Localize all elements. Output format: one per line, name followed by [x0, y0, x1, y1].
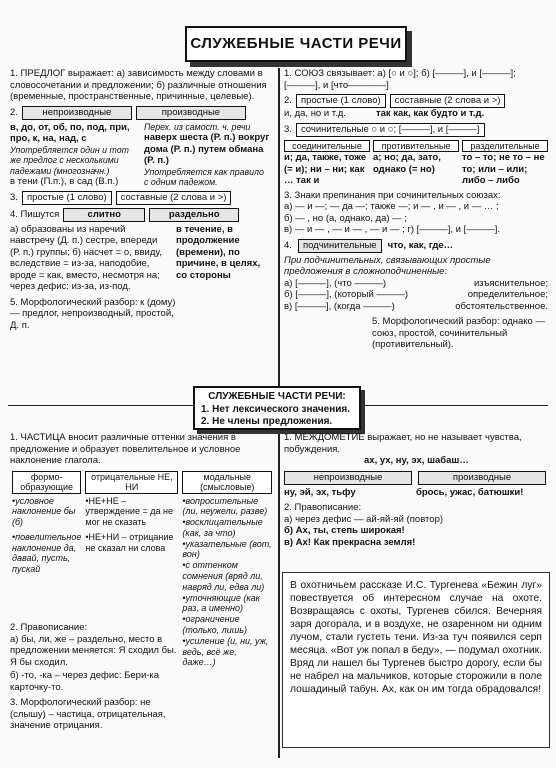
chastica-spell-a: а) бы, ли, же – раздельно, место в предложении меняется: Я сходил бы. Я бы сходил. [10, 633, 177, 668]
center-summary-box [193, 386, 361, 430]
soyuz-rel-a: а) [———], (что ———) [284, 277, 387, 289]
chastica-modal-1: •вопросительные (ли, неужели, разве) [182, 495, 268, 517]
soyuz-connect-header: соединительные [284, 140, 370, 153]
soyuz-punct-title: 3. Знаки препинания при сочинительных союзах: [284, 189, 501, 201]
chastica-neg-2: •НЕ+НИ – отрицание не сказал ни слова [85, 531, 174, 553]
center-point-2: 2. Не члены предложения. [201, 416, 333, 427]
chastica-modal-6: •ограничение (только, лишь) [182, 614, 247, 636]
story-text-box: В охотничьем рассказе И.С. Тургенева «Бежин луг» повествуется об интересном случае на охоте. Возвращаясь с охоты, Тургенев сбился. Вечерняя заря догорала, и в воздухе, не озаренном ни одним лучом, стали густеть тени. Из-за туч появился серп месяца. «Вот уж попал в беду», — подумал охотник. Вряд ли нашел бы Тургенев быстро дорогу, если бы не набрел на мальчиков, которые сторожили в поле лошадиный табун. Ах, как он им тогда обрадовался! [282, 572, 550, 748]
mezhd-nonderiv-header: непроизводные [284, 471, 412, 485]
mezhd-spell-b: б) Ах, ты, степь широкая! [284, 525, 405, 536]
predlog-nonderiv-note: Употребляется один и тот же предлог с несколькими падежами (многозначн.) [10, 144, 129, 176]
predlog-num2: 2. [10, 106, 18, 118]
predlog-separate-header: раздельно [149, 208, 239, 222]
soyuz-coord-box: сочинительные ○ и ○; [———], и [———] [296, 123, 485, 137]
predlog-deriv-note2: Употребляется как правило с одним падежом. [144, 166, 264, 187]
soyuz-compound-ex: так как, как будто и т.д. [375, 108, 485, 119]
chastica-form-header: формо-образующие [12, 471, 81, 494]
predlog-intro: 1. ПРЕДЛОГ выражает: а) зависимость между словами в словосочетании и предложении; б) различные отношения (временные, пространственные, причинные, целевые). [10, 68, 267, 102]
predlog-nonderiv-list: в, до, от, об, по, под, при, про, к, на, над, с [10, 121, 130, 144]
soyuz-morph: 5. Морфологический разбор: однако — союз, простой, сочинительный (противительный). [372, 316, 545, 350]
soyuz-num3: 3. [284, 123, 292, 135]
chastica-neg-header: отрицательные НЕ, НИ [85, 471, 178, 494]
soyuz-punct-a: а) — и —; — да —; также —; и — , и — , и — … ; [284, 201, 499, 212]
chastica-morph: 3. Морфологический разбор: не (слышу) – частица, отрицательная, значение отрицания. [10, 697, 166, 731]
predlog-nonderiv-header: непроизводные [22, 106, 132, 120]
predlog-num4: 4. Пишутся [10, 208, 60, 220]
predlog-compound-box: составные (2 слова и >) [116, 191, 232, 205]
soyuz-subord-box: подчинительные [298, 239, 382, 253]
soyuz-intro: 1. СОЮЗ связывает: а) [○ и ○]; б) [———], и [———]; [———], и [что————] [284, 68, 516, 91]
mezhd-intro: 1. МЕЖДОМЕТИЕ выражает, но не называет чувства, побуждения. [284, 432, 522, 455]
predlog-section [10, 68, 272, 331]
mezhd-spell-a: а) через дефис — ай-яй-яй (повтор) [284, 513, 444, 525]
page-title: СЛУЖЕБНЫЕ ЧАСТИ РЕЧИ [185, 26, 407, 62]
mezhd-spell-title: 2. Правописание: [284, 502, 362, 513]
soyuz-rel-b: б) [———], (который ———) [284, 289, 409, 300]
mezhd-section [284, 432, 548, 548]
soyuz-rel-a-type: изъяснительное; [474, 277, 548, 289]
soyuz-compound-box: составные (2 слова и >) [390, 94, 506, 108]
mezhd-deriv-ex: брось, ужас, батюшки! [416, 486, 524, 498]
predlog-simple-box: простые (1 слово) [22, 191, 112, 205]
soyuz-divide-ex: то – то; не то – не то; или – или; либо – либо [462, 152, 545, 186]
chastica-spell-title: 2. Правописание: [10, 622, 88, 633]
soyuz-subord-note: При подчинительных, связывающих простые предложения в сложноподчиненные: [284, 254, 491, 277]
chastica-modal-4: •с оттенком сомнения (вряд ли, навряд ли, едва ли) [182, 560, 265, 592]
predlog-separate-text: в течение, в продолжение (времени), по причине, в целях, со стороны [176, 223, 261, 281]
soyuz-oppos-header: противительные [373, 140, 459, 153]
mezhd-deriv-header: производные [418, 471, 546, 485]
mezhd-example: ах, ух, ну, эх, шабаш… [364, 455, 469, 466]
predlog-together-header: слитно [63, 208, 145, 222]
soyuz-divide-header: разделительные [462, 140, 548, 153]
chastica-rules [10, 622, 178, 732]
chastica-spell-b: б) -то, -ка – через дефис: Бери-ка карточку-то. [10, 670, 160, 693]
mezhd-nonderiv-ex: ну, эй, эх, тьфу [284, 486, 356, 498]
predlog-deriv-example: наверх шеста (Р. п.) вокруг дома (Р. п.) путем обмана (Р. п.) [144, 132, 270, 166]
predlog-num3: 3. [10, 191, 18, 203]
predlog-deriv-note: Перех. из самост. ч. речи [144, 121, 251, 132]
soyuz-punct-b: б) — , но (а, однако, да) — ; [284, 212, 407, 224]
chastica-neg-1: •НЕ+НЕ – утверждение = да не мог не сказать [85, 495, 173, 528]
predlog-morph: 5. Морфологический разбор: к (дому) — предлог, непроизводный, простой, Д. п. [10, 296, 176, 331]
soyuz-rel-v: в) [———], (когда ———) [284, 300, 395, 312]
chastica-form-2: •повелительное наклонение да, давай, пусть, пускай [12, 531, 82, 575]
soyuz-section [284, 68, 548, 351]
soyuz-rel-b-type: определительное; [467, 289, 548, 300]
center-title: СЛУЖЕБНЫЕ ЧАСТИ РЕЧИ: [208, 391, 346, 402]
chastica-intro: 1. ЧАСТИЦА вносит различные оттенки значения в предложение и образует повелительное и условное наклонение глагола. [10, 432, 241, 466]
mezhd-spell-v: в) Ах! Как прекрасна земля! [284, 536, 416, 548]
predlog-together-text: а) образованы из наречий навстречу (Д. п.) сестре, впереди (Р. п.) группы; б) насчет = о, ввиду, вследствие = из-за, наподобие, вроде = как, вместо, несмотря на; через дефис: из-за, из-под. [10, 223, 162, 292]
predlog-nonderiv-example: в тени (П.п.), в сад (В.п.) [10, 176, 119, 187]
chastica-modal-7: •усиление (и, ни, уж, ведь, всё же, даже…) [182, 635, 269, 668]
center-point-1: 1. Нет лексического значения. [201, 403, 350, 415]
soyuz-rel-v-type: обстоятельственное. [455, 300, 548, 312]
soyuz-num2: 2. [284, 95, 292, 107]
soyuz-connect-ex: и; да, также, тоже (= и); ни – ни; как … так и [284, 152, 367, 186]
soyuz-oppos-ex: а; но; да, зато, однако (= но) [373, 152, 441, 175]
soyuz-num4: 4. [284, 239, 292, 251]
chastica-modal-2: •восклицательные (как, за что) [182, 517, 263, 538]
chastica-modal-3: •указательные (вот, вон) [182, 538, 272, 560]
soyuz-subord-ex: что, как, где… [387, 239, 454, 251]
soyuz-punct-v: в) — и — , — и — , — и — ; г) [———], и [———]. [284, 224, 501, 235]
chastica-modal-5: •уточняющие (как раз, а именно) [182, 592, 260, 614]
chastica-modal-header: модальные (смысловые) [182, 471, 272, 494]
soyuz-simple-box: простые (1 слово) [296, 94, 386, 108]
soyuz-simple-ex: и, да, но и т.д. [284, 108, 346, 119]
chastica-form-1: •условное наклонение бы (б) [12, 495, 76, 528]
predlog-deriv-header: производные [136, 106, 246, 120]
